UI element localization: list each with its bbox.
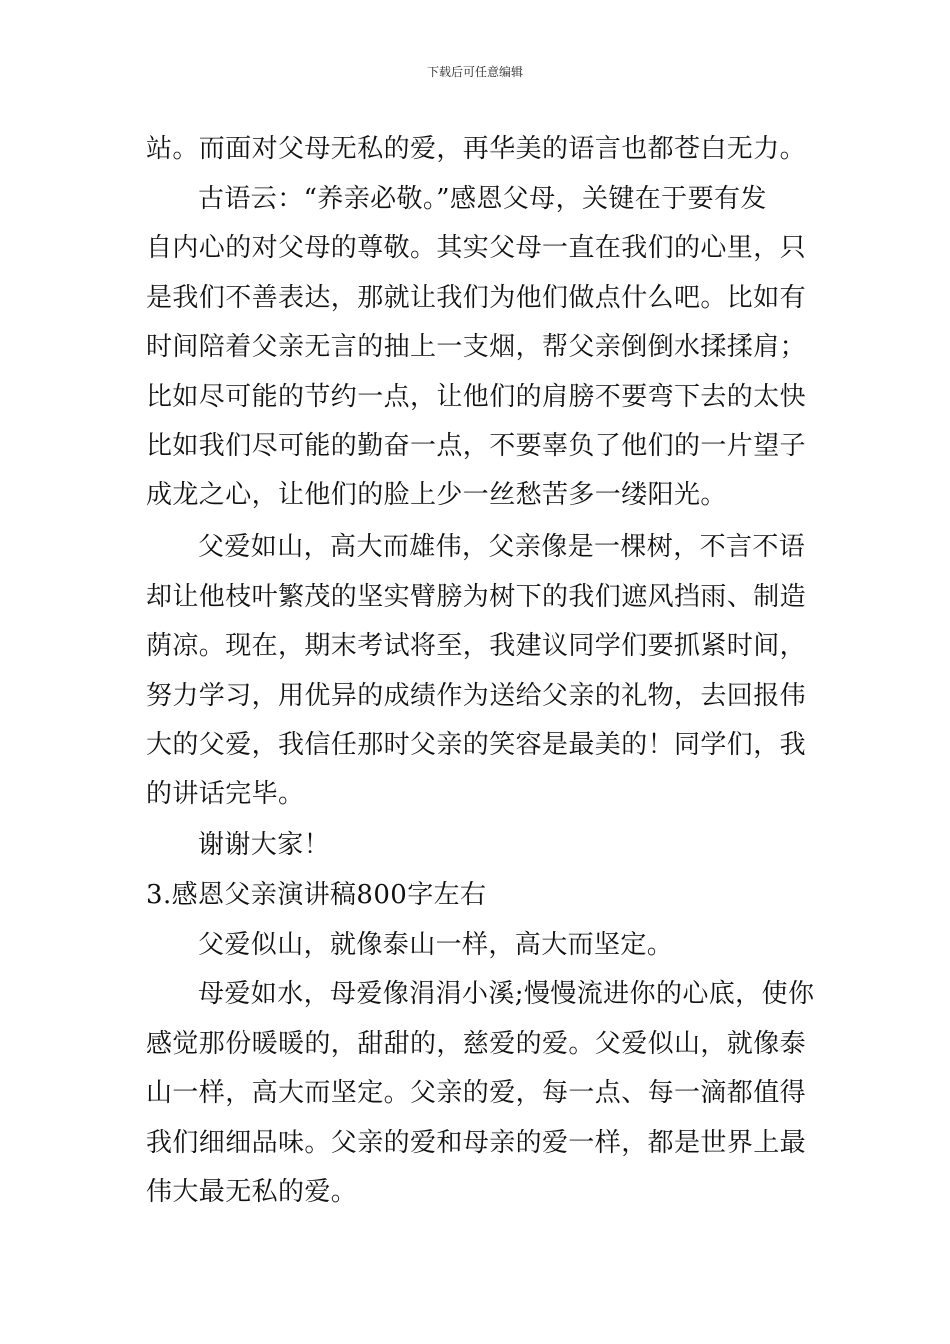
text-line: 自内心的对父母的尊敬。其实父母一直在我们的心里，只 (146, 233, 807, 263)
text-line: 谢谢大家！ (198, 830, 331, 860)
text-line: 荫凉。现在，期末考试将至，我建议同学们要抓紧时间， (146, 631, 807, 661)
text-line: 母爱如水，母爱像涓涓小溪;慢慢流进你的心底，使你 (198, 979, 815, 1009)
text-line: 是我们不善表达，那就让我们为他们做点什么吧。比如有 (146, 283, 807, 313)
text-line: 时间陪着父亲无言的抽上一支烟，帮父亲倒倒水揉揉肩； (146, 332, 807, 362)
text-line: 成龙之心，让他们的脸上少一丝愁苦多一缕阳光。 (146, 480, 727, 510)
text-line: 父爱如山，高大而雄伟，父亲像是一棵树，不言不语 (198, 532, 806, 562)
text-line: 比如我们尽可能的勤奋一点，不要辜负了他们的一片望子 (146, 431, 807, 461)
text-line: 却让他枝叶繁茂的坚实臂膀为树下的我们遮风挡雨、制造 (146, 582, 807, 612)
text-line: 父爱似山，就像泰山一样，高大而坚定。 (198, 930, 674, 960)
text-line: 古语云：“养亲必敬。”感恩父母，关键在于要有发 (198, 184, 767, 214)
text-line: 感觉那份暖暖的，甜甜的，慈爱的爱。父爱似山，就像泰 (146, 1029, 807, 1059)
text-line: 的讲话完毕。 (146, 779, 305, 809)
text-line: 山一样，高大而坚定。父亲的爱，每一点、每一滴都值得 (146, 1078, 807, 1108)
text-line: 站。而面对父母无私的爱，再华美的语言也都苍白无力。 (146, 134, 807, 164)
text-line: 伟大最无私的爱。 (146, 1177, 358, 1207)
text-line: 努力学习，用优异的成绩作为送给父亲的礼物，去回报伟 (146, 681, 807, 711)
text-line: 大的父爱，我信任那时父亲的笑容是最美的！同学们，我 (146, 730, 807, 760)
text-line: 我们细细品味。父亲的爱和母亲的爱一样，都是世界上最 (146, 1128, 807, 1158)
section-heading: 3.感恩父亲演讲稿800字左右 (146, 880, 487, 910)
page-header: 下载后可任意编辑 (426, 65, 523, 79)
text-line: 比如尽可能的节约一点，让他们的肩膀不要弯下去的太快 (146, 382, 807, 412)
